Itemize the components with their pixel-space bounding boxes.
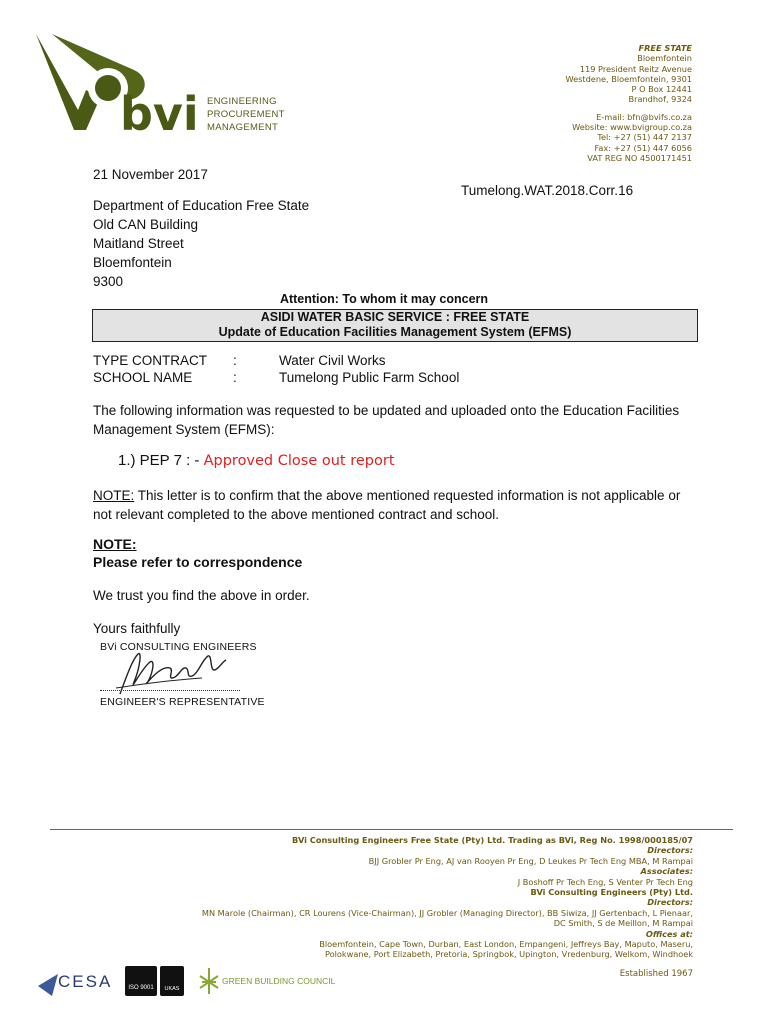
- website: Website: www.bvigroup.co.za: [572, 122, 692, 133]
- vat-number: VAT REG NO 4500171451: [587, 152, 692, 163]
- subject-line-2: Update of Education Facilities Management System (EFMS): [218, 325, 572, 339]
- signature-title: ENGINEER'S REPRESENTATIVE: [100, 696, 265, 708]
- detail-row: SCHOOL NAME : Tumelong Public Farm School: [93, 369, 460, 385]
- requested-item: [118, 452, 395, 469]
- established-year: Established 1967: [619, 969, 693, 979]
- letter-date: 21 November 2017: [93, 167, 208, 182]
- item-text: Approved Close out report: [203, 453, 395, 469]
- cesa-logo: CESA: [58, 972, 113, 991]
- signature-firm: BVi CONSULTING ENGINEERS: [100, 641, 257, 653]
- recipient-address: Department of Education Free State Old CAN Building Maitland Street Bloemfontein 9300: [93, 198, 310, 289]
- trust-line: We trust you find the above in order.: [93, 588, 310, 603]
- footer-company: BVi Consulting Engineers Free State (Pty) Ltd. Trading as BVi, Reg No. 1998/000185/07: [292, 835, 693, 845]
- company-address: FREE STATE Bloemfontein 119 President Reitz Avenue Westdene, Bloemfontein, 9301 P O Box 12441 Brandhof, 9324 E-mail: bfn@bvifs.co.za Website: www.bvigroup.co.za Tel: +27 (51) 447 2137 Fax: +27 (51) 447 6056 VAT REG NO 4500171451: [565, 43, 692, 163]
- footer-divider: [50, 829, 733, 830]
- footer-block: BVi Consulting Engineers Free State (Pty) Ltd. Trading as BVi, Reg No. 1998/000185/07 Directors: BJJ Grobler Pr Eng, AJ van Rooyen Pr Eng, D Leukes Pr Tech Eng MBA, M Rampai Associates: J Boshoff Pr Tech Eng, S Venter Pr Tech Eng BVi Consulting Engineers (Pty) Ltd. Directors: MN Marole (Chairman), CR Lourens (Vice-Chairman), JJ Grobler (Managing Director), BB Siwiza, JJ Gertenbach, L Pienaar, DC Smith, S de Meillon, M Rampai Offices at: Bloemfontein, Cape Town, Durban, East London, Empangeni, Jeffreys Bay, Maputo, Maseru, Polokwane, Port Elizabeth, Pretoria, Springbok, Upington, Vredenburg, Welkom, Windhoek: [201, 835, 693, 960]
- iso-badge: ISO 9001: [128, 985, 154, 991]
- signature-line: [100, 690, 240, 691]
- note-paragraph: [93, 486, 693, 524]
- green-building-leaf-icon: [198, 966, 220, 996]
- attention-line: Attention: To whom it may concern: [279, 292, 489, 306]
- note-text: This letter is to confirm that the above mentioned requested information is not applicable or not relevant completed to the above mentioned contract and school.: [93, 488, 681, 522]
- logo-tagline: ENGINEERING PROCUREMENT MANAGEMENT: [207, 96, 285, 133]
- cesa-logo-icon: [38, 974, 58, 996]
- contract-details: [93, 353, 459, 386]
- detail-row: TYPE CONTRACT : Water Civil Works: [93, 353, 386, 368]
- footer-directors: BJJ Grobler Pr Eng, AJ van Rooyen Pr Eng, D Leukes Pr Tech Eng MBA, M Rampai: [368, 855, 693, 866]
- note-label: NOTE:: [93, 488, 135, 503]
- note-correspondence: NOTE: Please refer to correspondence: [93, 536, 303, 570]
- subject-line-1: ASIDI WATER BASIC SERVICE : FREE STATE: [260, 310, 530, 324]
- email: E-mail: bfn@bvifs.co.za: [596, 111, 692, 122]
- logo-word: bvi: [120, 87, 199, 140]
- ukas-badge: UKAS: [164, 986, 180, 992]
- iso-badge-icon: [125, 966, 157, 996]
- footer-associates: J Boshoff Pr Tech Eng, S Venter Pr Tech Eng: [517, 876, 693, 887]
- green-building-council-logo: GREEN BUILDING COUNCIL: [222, 976, 336, 986]
- letter-reference: Tumelong.WAT.2018.Corr.16: [461, 183, 634, 198]
- subject-box: [92, 309, 698, 342]
- address-region: FREE STATE: [638, 43, 692, 53]
- fax: Fax: +27 (51) 447 6056: [594, 142, 692, 153]
- signature-icon: [112, 648, 232, 700]
- footer-group: BVi Consulting Engineers (Pty) Ltd.: [530, 887, 693, 898]
- footer-offices: Bloemfontein, Cape Town, Durban, East London, Empangeni, Jeffreys Bay, Maputo, Maseru,: [319, 939, 693, 950]
- closing-line: Yours faithfully: [93, 621, 181, 636]
- intro-paragraph: The following information was requested to be updated and uploaded onto the Education Facilities Management System (EFMS):: [93, 403, 680, 437]
- telephone: Tel: +27 (51) 447 2137: [597, 132, 692, 143]
- item-prefix: 1.) PEP 7 : -: [118, 452, 204, 469]
